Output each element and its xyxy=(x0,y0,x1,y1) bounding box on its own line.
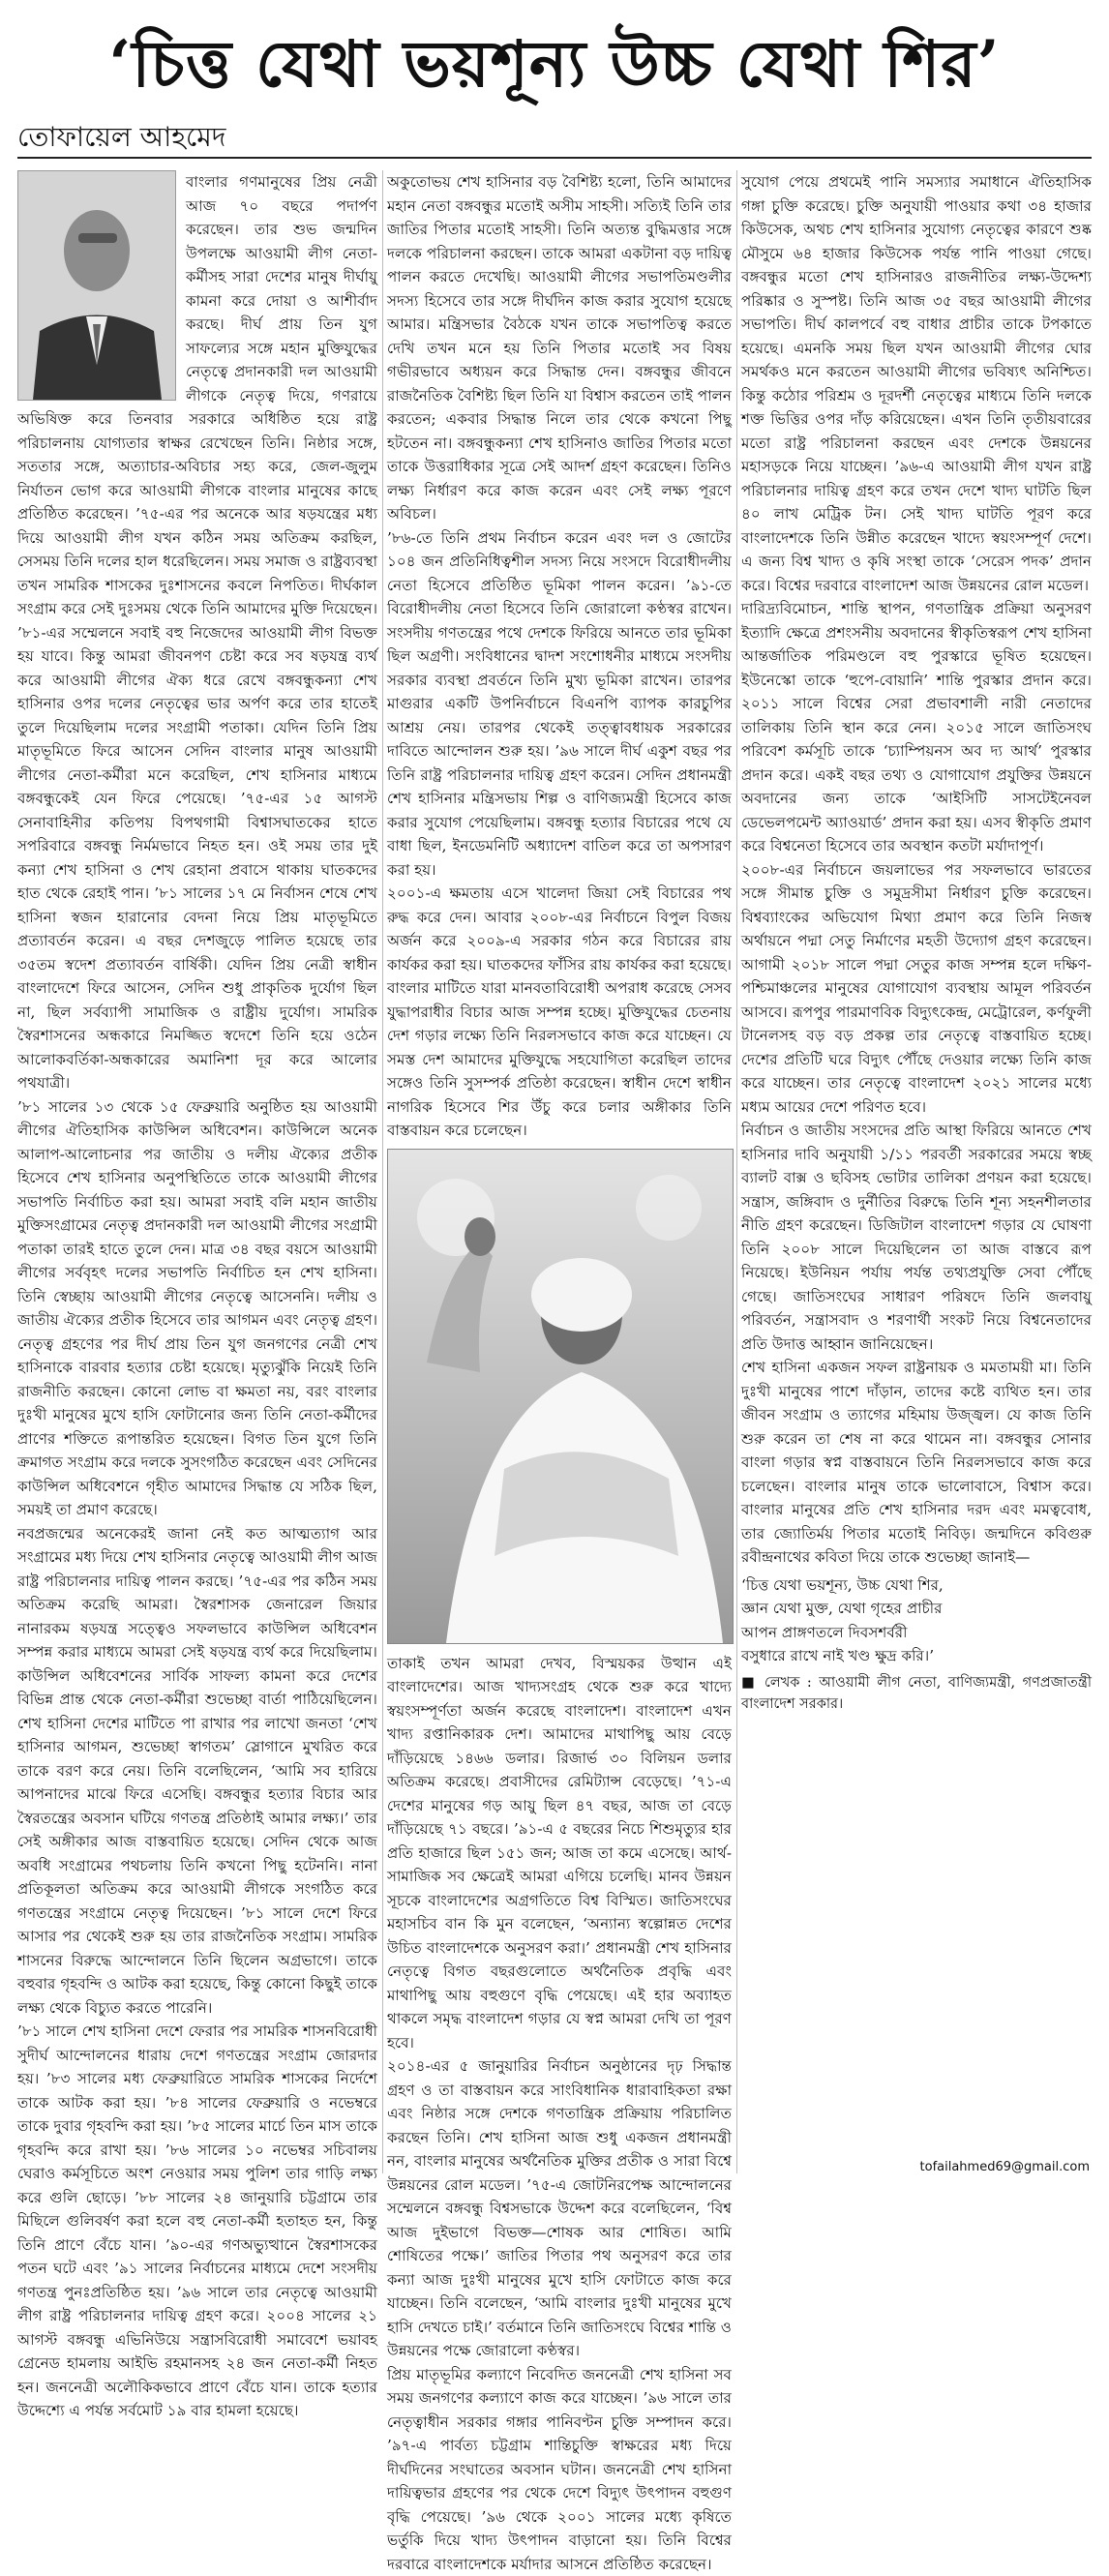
article-column-1 xyxy=(17,170,377,2173)
col1-paragraph-1: বাংলার গণমানুষের প্রিয় নেত্রী আজ ৭০ বছরে পদার্পণ করেছেন। তার শুভ জন্মদিন উপলক্ষে আওয়ামী লীগ নেতা-কর্মীসহ সারা দেশের মানুষ দীর্ঘায়ু কামনা করে দোয়া ও আশীর্বাদ করছে। দীর্ঘ প্রায় তিন যুগ সাফল্যের সঙ্গে মহান মুক্তিযুদ্ধের নেতৃত্বে প্রদানকারী দল আওয়ামী লীগকে নেতৃত্ব দিয়ে, গণরায়ে অভিষিক্ত করে তিনবার সরকারে অধিষ্ঠিত হয়ে রাষ্ট্র পরিচালনায় যোগ্যতার স্বাক্ষর রেখেছেন তিনি। নিষ্ঠার সঙ্গে, সততার সঙ্গে, অত্যাচার-অবিচার সহ্য করে, জেল-জুলুম নির্যাতন ভোগ করে আওয়ামী লীগকে বাংলার মানুষের কাছে প্রতিষ্ঠিত করেছেন। ’৭৫-এর পর অনেকে আর ষড়যন্ত্রের মধ্য দিয়ে আওয়ামী লীগ যখন কঠিন সময় অতিক্রম করছিল, সেসময় তিনি দলের হাল ধরেছিলেন। সময় সমাজ ও রাষ্ট্রব্যবস্থা তখন সামরিক শাসকের দুঃশাসনের কবলে নিপতিত। দীর্ঘকাল সংগ্রাম করে সেই দুঃসময় থেকে তিনি আমাদের মুক্তি দিয়েছেন। ’৮১-এর সম্মেলনে সবাই বহু নিজেদের আওয়ামী লীগ বিভক্ত হয় যাবে। কিন্তু আমরা জীবনপণ চেষ্টা করে সব ষড়যন্ত্র ব্যর্থ করে আওয়ামী লীগের ঐক্য ধরে রেখে বঙ্গবন্ধুকন্যা শেখ হাসিনার ওপর দলের নেতৃত্বের ভার অর্পণ করে তার হাতেই তুলে দিয়েছিলাম দলের সংগ্রামী পতাকা। যেদিন তিনি প্রিয় মাতৃভূমিতে ফিরে আসেন সেদিন বাংলার মানুষ আওয়ামী লীগের নেতা-কর্মীরা মনে করেছিল, শেখ হাসিনার মাধ্যমে বঙ্গবন্ধুকেই যেন ফিরে পেয়েছে। ’৭৫-এর ১৫ আগস্ট সেনাবাহিনীর কতিপয় বিপথগামী বিশ্বাসঘাতকের হাতে সপরিবারে বঙ্গবন্ধু নির্মমভাবে নিহত হন। ওই সময় তার দুই কন্যা শেখ হাসিনা ও শেখ রেহানা প্রবাসে থাকায় ঘাতকদের হাত থেকে রেহাই পান। ’৮১ সালের ১৭ মে নির্বাসন শেষে শেখ হাসিনা স্বজন হারানোর বেদনা নিয়ে প্রিয় মাতৃভূমিতে প্রত্যাবর্তন করেন। এ বছর দেশজুড়ে পালিত হয়েছে তার ৩৫তম স্বদেশ প্রত্যাবর্তন বার্ষিকী। যেদিন প্রিয় নেত্রী স্বাধীন বাংলাদেশে ফিরে আসেন, সেদিন শুধু প্রাকৃতিক দুর্যোগ ছিল না, ছিল সর্বব্যাপী সামাজিক ও রাষ্ট্রীয় দুর্যোগ। সামরিক স্বৈরশাসনের অন্ধকারে নিমজ্জিত স্বদেশে তিনি হয়ে ওঠেন আলোকবর্তিকা-অন্ধকারের অমানিশা দূর করে আলোর পথযাত্রী। xyxy=(17,170,377,1095)
poem-line: ‘চিত্ত যেথা ভয়শূন্য, উচ্চ যেথা শির, xyxy=(741,1573,1092,1598)
col2-paragraph-5: ২০১৪-এর ৫ জানুয়ারির নির্বাচন অনুষ্ঠানের দৃঢ় সিদ্ধান্ত গ্রহণ ও তা বাস্তবায়ন করে সাংবিধানিক ধারাবাহিকতা রক্ষা এবং নিষ্ঠার সঙ্গে দেশকে গণতান্ত্রিক প্রক্রিয়ায় পরিচালিত করছেন তিনি। শেখ হাসিনা আজ শুধু একজন প্রধানমন্ত্রী নন, বাংলার মানুষের অর্থনৈতিক মুক্তির প্রতীক ও সারা বিশ্বে উন্নয়নের রোল মডেল। ’৭৫-এ জোটনিরপেক্ষ আন্দোলনের সম্মেলনে বঙ্গবন্ধু বিশ্বসভাকে উদ্দেশ করে বলেছিলেন, ‘বিশ্ব আজ দুইভাগে বিভক্ত—শোষক আর শোষিত। আমি শোষিতের পক্ষে।’ জাতির পিতার পথ অনুসরণ করে তার কন্যা আজ দুঃখী মানুষের মুখে হাসি ফোটাতে কাজ করে যাচ্ছেন। তিনি বলেছেন, ‘আমি বাংলার দুঃখী মানুষের মুখে হাসি দেখতে চাই।’ বর্তমানে তিনি জাতিসংঘে বিশ্বের শান্তি ও উন্নয়নের পক্ষে জোরালো কণ্ঠস্বর। xyxy=(387,2054,732,2363)
poem-quote xyxy=(741,1573,1092,1668)
feature-photo-image xyxy=(388,1150,733,1643)
col3-paragraph-4: নির্বাচন ও জাতীয় সংসদের প্রতি আস্থা ফিরিয়ে আনতে শেখ হাসিনার দাবি অনুযায়ী ১/১১ পরবর্তী সরকারের সময়ে স্বচ্ছ ব্যালট বাক্স ও ছবিসহ ভোটার তালিকা প্রণয়ন করা হয়েছে। সন্ত্রাস, জঙ্গিবাদ ও দুর্নীতির বিরুদ্ধে তিনি শূন্য সহনশীলতার নীতি গ্রহণ করেছেন। ডিজিটাল বাংলাদেশ গড়ার যে ঘোষণা তিনি ২০০৮ সালে দিয়েছিলেন তা আজ বাস্তবে রূপ নিয়েছে। ইউনিয়ন পর্যায় পর্যন্ত তথ্যপ্রযুক্তি সেবা পৌঁছে গেছে। জাতিসংঘের সাধারণ পরিষদে তিনি জলবায়ু পরিবর্তন, সন্ত্রাসবাদ ও শরণার্থী সংকট নিয়ে বিশ্বনেতাদের প্রতি উদাত্ত আহ্বান জানিয়েছেন। xyxy=(741,1119,1092,1356)
col1-paragraph-4: ’৮১ সালে শেখ হাসিনা দেশে ফেরার পর সামরিক শাসনবিরোধী সুদীর্ঘ আন্দোলনের ধারায় দেশে গণতন্ত্রের সংগ্রাম জোরদার হয়। ’৮৩ সালের মধ্য ফেব্রুয়ারিতে সামরিক শাসকের নির্দেশে তাকে আটক করা হয়। ’৮৪ সালের ফেব্রুয়ারি ও নভেম্বরে তাকে দুবার গৃহবন্দি করা হয়। ’৮৫ সালের মার্চে তিন মাস তাকে গৃহবন্দি করে রাখা হয়। ’৮৬ সালের ১০ নভেম্বর সচিবালয় ঘেরাও কর্মসূচিতে অংশ নেওয়ার সময় পুলিশ তার গাড়ি লক্ষ্য করে গুলি ছোড়ে। ’৮৮ সালের ২৪ জানুয়ারি চট্টগ্রামে তার মিছিলে গুলিবর্ষণ করা হলে বহু নেতা-কর্মী হতাহত হন, কিন্তু তিনি প্রাণে বেঁচে যান। ’৯০-এর গণঅভ্যুত্থানে স্বৈরশাসকের পতন ঘটে এবং ’৯১ সালের নির্বাচনের মাধ্যমে দেশে সংসদীয় গণতন্ত্র পুনঃপ্রতিষ্ঠিত হয়। ’৯৬ সালে তার নেতৃত্বে আওয়ামী লীগ রাষ্ট্র পরিচালনার দায়িত্ব গ্রহণ করে। ২০০৪ সালের ২১ আগস্ট বঙ্গবন্ধু এভিনিউয়ে সন্ত্রাসবিরোধী সমাবেশে ভয়াবহ গ্রেনেড হামলায় আইভি রহমানসহ ২৪ জন নেতা-কর্মী নিহত হন। জননেত্রী অলৌকিকভাবে প্রাণে বেঁচে যান। তাকে হত্যার উদ্দেশ্যে এ পর্যন্ত সর্বমোট ১৯ বার হামলা হয়েছে। xyxy=(17,2020,377,2423)
col2-paragraph-4: তাকাই তখন আমরা দেখব, বিস্ময়কর উত্থান এই বাংলাদেশের। আজ খাদ্যসংগ্রহ থেকে শুরু করে খাদ্যে স্বয়ংসম্পূর্ণতা অর্জন করেছে বাংলাদেশ। বাংলাদেশ এখন খাদ্য রপ্তানিকারক দেশ। আমাদের মাথাপিছু আয় বেড়ে দাঁড়িয়েছে ১৪৬৬ ডলার। রিজার্ভ ৩০ বিলিয়ন ডলার অতিক্রম করেছে। প্রবাসীদের রেমিট্যান্স বেড়েছে। ’৭১-এ দেশের মানুষের গড় আয়ু ছিল ৪৭ বছর, আজ তা বেড়ে দাঁড়িয়েছে ৭১ বছরে। ’৯১-এ ৫ বছরের নিচে শিশুমৃত্যুর হার প্রতি হাজারে ছিল ১৫১ জন; আজ তা কমে এসেছে। আর্থ-সামাজিক সব ক্ষেত্রেই আমরা এগিয়ে চলেছি। মানব উন্নয়ন সূচকে বাংলাদেশের অগ্রগতিতে বিশ্ব বিস্মিত। জাতিসংঘের মহাসচিব বান কি মুন বলেছেন, ‘অন্যান্য স্বল্পোন্নত দেশের উচিত বাংলাদেশকে অনুসরণ করা।’ প্রধানমন্ত্রী শেখ হাসিনার নেতৃত্বে বিগত বছরগুলোতে অর্থনৈতিক প্রবৃদ্ধি এবং মাথাপিছু আয় বহুগুণে বৃদ্ধি পেয়েছে। এই হার অব্যাহত থাকলে সমৃদ্ধ বাংলাদেশ গড়ার যে স্বপ্ন আমরা দেখি তা পূরণ হবে। xyxy=(387,1143,732,2055)
header-rule xyxy=(17,157,1092,159)
col3-paragraph-2: দারিদ্র্যবিমোচন, শান্তি স্থাপন, গণতান্ত্রিক প্রক্রিয়া অনুসরণ ইত্যাদি ক্ষেত্রে প্রশংসনীয় অবদানের স্বীকৃতিস্বরূপ শেখ হাসিনা আন্তর্জাতিক পরিমণ্ডলে বহু পুরস্কারে ভূষিত হয়েছেন। ইউনেস্কো তাকে ‘হুপে-বোয়ানি’ শান্তি পুরস্কার প্রদান করে। ২০১১ সালে বিশ্বের সেরা প্রভাবশালী নারী নেতাদের তালিকায় তিনি স্থান করে নেন। ২০১৫ সালে জাতিসংঘ পরিবেশ কর্মসূচি তাকে ‘চ্যাম্পিয়নস অব দ্য আর্থ’ পুরস্কার প্রদান করে। একই বছর তথ্য ও যোগাযোগ প্রযুক্তির উন্নয়নে অবদানের জন্য তাকে ‘আইসিটি সাসটেইনেবল ডেভেলপমেন্ট অ্যাওয়ার্ড’ প্রদান করা হয়। এসব স্বীকৃতি প্রমাণ করে বিশ্বনেতা হিসেবে তার অবস্থান কতটা মর্যাদাপূর্ণ। xyxy=(741,597,1092,858)
byline: তোফায়েল আহমেদ xyxy=(17,120,225,155)
author-email: tofailahmed69@gmail.com xyxy=(920,2160,1090,2174)
poem-line: জ্ঞান যেথা মুক্ত, যেথা গৃহের প্রাচীর xyxy=(741,1597,1092,1621)
author-portrait-image xyxy=(18,171,175,400)
col2-paragraph-6: প্রিয় মাতৃভূমির কল্যাণে নিবেদিত জননেত্রী শেখ হাসিনা সব সময় জনগণের কল্যাণে কাজ করে যাচ্ছেন। ’৯৬ সালে তার নেতৃত্বাধীন সরকার গঙ্গার পানিবণ্টন চুক্তি সম্পাদন করে। ’৯৭-এ পার্বত্য চট্টগ্রাম শান্তিচুক্তি স্বাক্ষরের মধ্য দিয়ে দীর্ঘদিনের সংঘাতের অবসান ঘটান। জননেত্রী শেখ হাসিনা দায়িত্বভার গ্রহণের পর থেকে দেশে বিদ্যুৎ উৎপাদন বহুগুণ বৃদ্ধি পেয়েছে। ’৯৬ থেকে ২০০১ সালের মধ্যে কৃষিতে ভর্তুকি দিয়ে খাদ্য উৎপাদন বাড়ানো হয়। তিনি বিশ্বের দরবারে বাংলাদেশকে মর্যাদার আসনে প্রতিষ্ঠিত করেছেন। xyxy=(387,2363,732,2576)
col2-paragraph-3: ২০০১-এ ক্ষমতায় এসে খালেদা জিয়া সেই বিচারের পথ রুদ্ধ করে দেন। আবার ২০০৮-এর নির্বাচনে বিপুল বিজয় অর্জন করে ২০০৯-এ সরকার গঠন করে বিচারের রায় কার্যকর করা হয়। ঘাতকদের ফাঁসির রায় কার্যকর করা হয়েছে। বাংলার মাটিতে যারা মানবতাবিরোধী অপরাধ করেছে সেসব যুদ্ধাপরাধীর বিচার আজ সম্পন্ন হচ্ছে। মুক্তিযুদ্ধের চেতনায় দেশ গড়ার লক্ষ্যে তিনি নিরলসভাবে কাজ করে যাচ্ছেন। যে সমস্ত দেশ আমাদের মুক্তিযুদ্ধে সহযোগিতা করেছিল তাদের সঙ্গেও তিনি সুসম্পর্ক প্রতিষ্ঠা করেছেন। স্বাধীন দেশে স্বাধীন নাগরিক হিসেবে শির উঁচু করে চলার অঙ্গীকার তিনি বাস্তবায়ন করে চলেছেন। xyxy=(387,882,732,1143)
col3-paragraph-5: শেখ হাসিনা একজন সফল রাষ্ট্রনায়ক ও মমতাময়ী মা। তিনি দুঃখী মানুষের পাশে দাঁড়ান, তাদের কষ্টে ব্যথিত হন। তার জীবন সংগ্রাম ও ত্যাগের মহিমায় উজ্জ্বল। যে কাজ তিনি শুরু করেন তা শেষ না করে থামেন না। বঙ্গবন্ধুর সোনার বাংলা গড়ার স্বপ্ন বাস্তবায়নে তিনি নিরলসভাবে কাজ করে চলেছেন। বাংলার মানুষ তাকে ভালোবাসে, বিশ্বাস করে। বাংলার মানুষের প্রতি শেখ হাসিনার দরদ এবং মমত্ববোধ, তার জ্যোতির্ময় পিতার মতোই নিবিড়। জন্মদিনে কবিগুরু রবীন্দ্রনাথের কবিতা দিয়ে তাকে শুভেচ্ছা জানাই— xyxy=(741,1356,1092,1570)
col1-paragraph-2: ’৮১ সালের ১৩ থেকে ১৫ ফেব্রুয়ারি অনুষ্ঠিত হয় আওয়ামী লীগের ঐতিহাসিক কাউন্সিল অধিবেশন। কাউন্সিলে অনেক আলাপ-আলোচনার পর জাতীয় ও দলীয় ঐক্যের প্রতীক হিসেবে শেখ হাসিনার অনুপস্থিতিতে তাকে আওয়ামী লীগের সভাপতি নির্বাচিত করা হয়। আমরা সবাই বলি মহান জাতীয় মুক্তিসংগ্রামের নেতৃত্ব প্রদানকারী দল আওয়ামী লীগের সংগ্রামী পতাকা তারই হাতে তুলে দেন। মাত্র ৩৪ বছর বয়সে আওয়ামী লীগের সর্ববৃহৎ দলের সভাপতি নির্বাচিত হন শেখ হাসিনা। তিনি স্বেচ্ছায় আওয়ামী লীগের নেতৃত্বে আসেননি। দলীয় ও জাতীয় ঐক্যের প্রতীক হিসেবে তার আগমন এবং নেতৃত্ব গ্রহণ। নেতৃত্ব গ্রহণের পর দীর্ঘ প্রায় তিন যুগ জনগণের নেত্রী শেখ হাসিনাকে বারবার হত্যার চেষ্টা হয়েছে। মৃত্যুঝুঁকি নিয়েই তিনি রাজনীতি করছেন। কোনো লোভ বা ক্ষমতা নয়, বরং বাংলার দুঃখী মানুষের মুখে হাসি ফোটানোর জন্য তিনি নেতা-কর্মীদের প্রাণের শক্তিতে রূপান্তরিত হয়েছেন। বিগত তিন যুগে তিনি ক্রমাগত সংগ্রাম করে দলকে সুসংগঠিত করেছেন এবং সেদিনের কাউন্সিল অধিবেশনে গৃহীত আমাদের সিদ্ধান্ত যে সঠিক ছিল, সময়ই তা প্রমাণ করেছে। xyxy=(17,1095,377,1522)
column-divider xyxy=(736,170,737,2173)
poem-line: বসুধারে রাখে নাই খণ্ড ক্ষুদ্র করি।’ xyxy=(741,1644,1092,1668)
headline: ‘চিত্ত যেথা ভয়শূন্য উচ্চ যেথা শির’ xyxy=(17,19,1092,108)
author-note: ■ লেখক : আওয়ামী লীগ নেতা, বাণিজ্যমন্ত্রী, গণপ্রজাতন্ত্রী বাংলাদেশ সরকার। xyxy=(741,1672,1092,1715)
poem-line: আপন প্রাঙ্গণতলে দিবসশর্বরী xyxy=(741,1621,1092,1645)
col1-paragraph-3: নবপ্রজন্মের অনেকেরই জানা নেই কত আত্মত্যাগ আর সংগ্রামের মধ্য দিয়ে শেখ হাসিনার নেতৃত্বে আওয়ামী লীগ আজ রাষ্ট্র পরিচালনার দায়িত্ব পালন করছে। ’৭৫-এর পর কঠিন সময় অতিক্রম করেছি আমরা। স্বৈরশাসক জেনারেল জিয়ার নানারকম ষড়যন্ত্র সত্ত্বেও সফলভাবে কাউন্সিল অধিবেশন সম্পন্ন করার মাধ্যমে আমরা সেই ষড়যন্ত্র ব্যর্থ করে দিয়েছিলাম। কাউন্সিল অধিবেশনের সার্বিক সাফল্য কামনা করে দেশের বিভিন্ন প্রান্ত থেকে নেতা-কর্মীরা শুভেচ্ছা বার্তা পাঠিয়েছিলেন। শেখ হাসিনা দেশের মাটিতে পা রাখার পর লাখো জনতা ‘শেখ হাসিনার আগমন, শুভেচ্ছা স্বাগতম’ স্লোগানে মুখরিত করে তাকে বরণ করে নেয়। তিনি বলেছিলেন, ‘আমি সব হারিয়ে আপনাদের মাঝে ফিরে এসেছি। বঙ্গবন্ধুর হত্যার বিচার আর স্বৈরতন্ত্রের অবসান ঘটিয়ে গণতন্ত্র প্রতিষ্ঠাই আমার লক্ষ্য।’ তার সেই অঙ্গীকার আজ বাস্তবায়িত হয়েছে। সেদিন থেকে আজ অবধি সংগ্রামের পথচলায় তিনি কখনো পিছু হটেননি। নানা প্রতিকূলতা অতিক্রম করে আওয়ামী লীগকে সংগঠিত করে গণতন্ত্রের সংগ্রামে নেতৃত্ব দিয়েছেন। ’৮১ সালে দেশে ফিরে আসার পর থেকেই শুরু হয় তার রাজনৈতিক সংগ্রাম। সামরিক শাসনের বিরুদ্ধে আন্দোলনে তিনি ছিলেন অগ্রভাগে। তাকে বহুবার গৃহবন্দি ও আটক করা হয়েছে, কিন্তু কোনো কিছুই তাকে লক্ষ্য থেকে বিচ্যুত করতে পারেনি। xyxy=(17,1522,377,2021)
author-portrait xyxy=(17,170,176,401)
col3-paragraph-3: ২০০৮-এর নির্বাচনে জয়লাভের পর সফলভাবে ভারতের সঙ্গে সীমান্ত চুক্তি ও সমুদ্রসীমা নির্ধারণ চুক্তি করেছেন। বিশ্বব্যাংকের অভিযোগ মিথ্যা প্রমাণ করে তিনি নিজস্ব অর্থায়নে পদ্মা সেতু নির্মাণের মহতী উদ্যোগ গ্রহণ করেছেন। আগামী ২০১৮ সালে পদ্মা সেতুর কাজ সম্পন্ন হলে দক্ষিণ-পশ্চিমাঞ্চলের মানুষের যোগাযোগ ব্যবস্থায় আমূল পরিবর্তন আসবে। রূপপুর পারমাণবিক বিদ্যুৎকেন্দ্র, মেট্রোরেল, কর্ণফুলী টানেলসহ বড় বড় প্রকল্প তার নেতৃত্বে বাস্তবায়িত হচ্ছে। দেশের প্রতিটি ঘরে বিদ্যুৎ পৌঁছে দেওয়ার লক্ষ্যে তিনি কাজ করে যাচ্ছেন। তার নেতৃত্বে বাংলাদেশ ২০২১ সালের মধ্যে মধ্যম আয়ের দেশে পরিণত হবে। xyxy=(741,858,1092,1120)
col3-paragraph-1: সুযোগ পেয়ে প্রথমেই পানি সমস্যার সমাধানে ঐতিহাসিক গঙ্গা চুক্তি করেছে। চুক্তি অনুযায়ী পাওয়ার কথা ৩৪ হাজার কিউসেক, অথচ শেখ হাসিনার সুযোগ্য নেতৃত্বের কারণে শুষ্ক মৌসুমে ৬৪ হাজার কিউসেক পর্যন্ত পানি পাওয়া গেছে। বঙ্গবন্ধুর মতো শেখ হাসিনারও রাজনীতির লক্ষ্য-উদ্দেশ্য পরিষ্কার ও সুস্পষ্ট। তিনি আজ ৩৫ বছর আওয়ামী লীগের সভাপতি। দীর্ঘ কালপর্বে বহু বাধার প্রাচীর তাকে টপকাতে হয়েছে। এমনকি সময় ছিল যখন আওয়ামী লীগের ঘোর সমর্থকও মনে করতেন আওয়ামী লীগের ভবিষ্যৎ অনিশ্চিত। কিন্তু কঠোর পরিশ্রম ও দূরদর্শী নেতৃত্বের মাধ্যমে তিনি দলকে শক্ত ভিত্তির ওপর দাঁড় করিয়েছেন। এখন তিনি তৃতীয়বারের মতো রাষ্ট্র পরিচালনা করছেন এবং দেশকে উন্নয়নের মহাসড়কে নিয়ে যাচ্ছেন। ’৯৬-এ আওয়ামী লীগ যখন রাষ্ট্র পরিচালনার দায়িত্ব গ্রহণ করে তখন দেশে খাদ্য ঘাটতি ছিল ৪০ লাখ মেট্রিক টন। সেই খাদ্য ঘাটতি পূরণ করে বাংলাদেশকে তিনি উন্নীত করেছেন খাদ্যে স্বয়ংসম্পূর্ণ দেশে। এ জন্য বিশ্ব খাদ্য ও কৃষি সংস্থা তাকে ‘সেরেস পদক’ প্রদান করে। বিশ্বের দরবারে বাংলাদেশ আজ উন্নয়নের রোল মডেল। xyxy=(741,170,1092,597)
col2-paragraph-2: ’৮৬-তে তিনি প্রথম নির্বাচন করেন এবং দল ও জোটের ১০৪ জন প্রতিনিধিত্বশীল সদস্য নিয়ে সংসদে বিরোধীদলীয় নেতা হিসেবে প্রতিষ্ঠিত ভূমিকা পালন করেন। ’৯১-তে বিরোধীদলীয় নেতা হিসেবে তিনি জোরালো কণ্ঠস্বর রাখেন। সংসদীয় গণতন্ত্রের পথে দেশকে ফিরিয়ে আনতে তার ভূমিকা ছিল অগ্রণী। সংবিধানের দ্বাদশ সংশোধনীর মাধ্যমে সংসদীয় সরকার ব্যবস্থা প্রবর্তনে তিনি মুখ্য ভূমিকা রাখেন। তারপর মাগুরার একটি উপনির্বাচনে বিএনপি ব্যাপক কারচুপির আশ্রয় নেয়। তারপর থেকেই তত্ত্বাবধায়ক সরকারের দাবিতে আন্দোলন শুরু হয়। ’৯৬ সালে দীর্ঘ একুশ বছর পর তিনি রাষ্ট্র পরিচালনার দায়িত্ব গ্রহণ করেন। সেদিন প্রধানমন্ত্রী শেখ হাসিনার মন্ত্রিসভায় শিল্প ও বাণিজ্যমন্ত্রী হিসেবে কাজ করার সুযোগ পেয়েছিলাম। বঙ্গবন্ধু হত্যার বিচারের পথে যে বাধা ছিল, ইনডেমনিটি অধ্যাদেশ বাতিল করে তা অপসারণ করা হয়। xyxy=(387,526,732,883)
article-column-3 xyxy=(741,170,1092,2125)
col2-paragraph-1: অকুতোভয় শেখ হাসিনার বড় বৈশিষ্ট্য হলো, তিনি আমাদের মহান নেতা বঙ্গবন্ধুর মতোই অসীম সাহসী। সত্যিই তিনি তার জাতির পিতার মতোই সাহসী। তিনি অত্যন্ত বুদ্ধিমত্তার সঙ্গে দলকে পরিচালনা করছেন। তাকে আমরা একটানা বড় দায়িত্ব পালন করতে দেখেছি। আওয়ামী লীগের সভাপতিমণ্ডলীর সদস্য হিসেবে তার সঙ্গে দীর্ঘদিন কাজ করার সুযোগ হয়েছে আমার। মন্ত্রিসভার বৈঠকে যখন তাকে সভাপতিত্ব করতে দেখি তখন মনে হয় তিনি পিতার মতোই সব বিষয় গভীরভাবে অধ্যয়ন করে সিদ্ধান্ত দেন। বঙ্গবন্ধুর জীবনে রাজনৈতিক বৈশিষ্ট্য ছিল তিনি যা বিশ্বাস করতেন তাই পালন করতেন; একবার সিদ্ধান্ত নিলে তার থেকে কখনো পিছু হটতেন না। বঙ্গবন্ধুকন্যা শেখ হাসিনাও জাতির পিতার মতো তাকে উত্তরাধিকার সূত্রে সেই আদর্শ গ্রহণ করেছেন। তিনিও লক্ষ্য নির্ধারণ করে কাজ করেন এবং সেই লক্ষ্য পূরণে অবিচল। xyxy=(387,170,732,526)
sheikh-hasina-photo xyxy=(387,1149,734,1644)
column-divider xyxy=(382,170,383,2173)
article-column-2 xyxy=(387,170,732,2173)
